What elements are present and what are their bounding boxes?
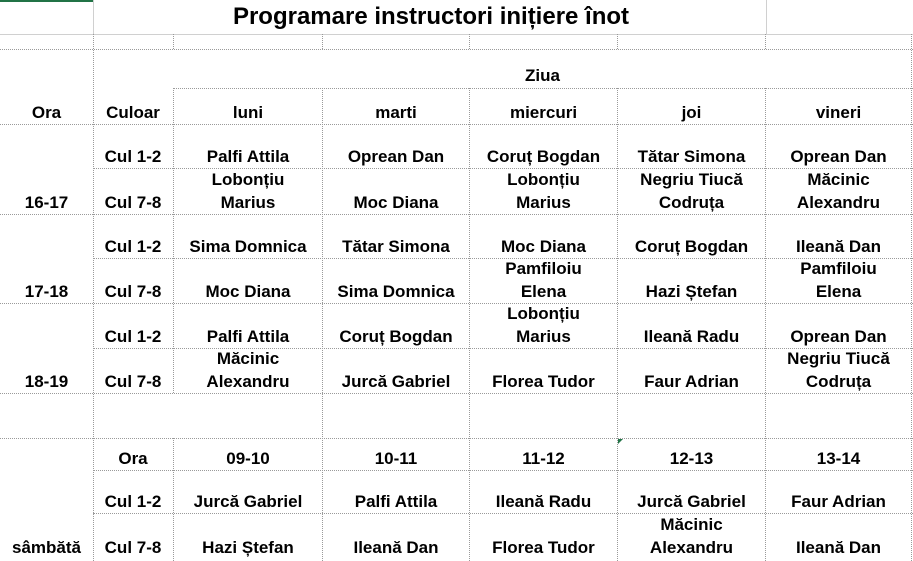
schedule-cell: Moc Diana xyxy=(500,237,587,256)
schedule-cell: Lobonțiu Marius xyxy=(507,170,580,212)
header-day-luni: luni xyxy=(232,103,264,122)
saturday-hour: 09-10 xyxy=(226,449,270,468)
schedule-cell: Oprean Dan xyxy=(347,147,445,166)
saturday-hour: 11-12 xyxy=(522,449,565,468)
saturday-hour: 12-13 xyxy=(669,449,714,468)
schedule-cell: Negriu Tiucă Codruța xyxy=(640,170,743,212)
gridline xyxy=(0,49,913,50)
selected-cell-indicator xyxy=(0,0,94,2)
schedule-cell: Pamfiloiu Elena xyxy=(800,259,877,301)
schedule-cell: Măcinic Alexandru xyxy=(206,349,290,391)
schedule-cell: Coruț Bogdan xyxy=(634,237,749,256)
header-ora: Ora xyxy=(31,103,62,122)
header-day-joi: joi xyxy=(681,103,702,122)
header-day-marti: marti xyxy=(375,103,417,122)
page-title: Programare instructori inițiere înot xyxy=(232,3,630,30)
schedule-cell: Moc Diana xyxy=(205,282,291,301)
schedule-cell: Măcinic Alexandru xyxy=(796,170,881,212)
row-hour-label: 18-19 xyxy=(24,372,69,391)
schedule-cell: Hazi Ștefan xyxy=(202,538,294,557)
lane-label: Cul 7-8 xyxy=(104,193,162,212)
schedule-cell: Sima Domnica xyxy=(337,282,455,301)
schedule-cell: Palfi Attila xyxy=(206,327,290,346)
schedule-cell: Sima Domnica xyxy=(189,237,307,256)
gridline xyxy=(174,88,913,89)
lane-label: Cul 7-8 xyxy=(104,282,162,301)
schedule-cell: Florea Tudor xyxy=(492,538,595,557)
schedule-cell: Pamfiloiu Elena xyxy=(505,259,582,301)
schedule-cell: Florea Tudor xyxy=(492,372,595,391)
gridline xyxy=(766,0,767,34)
row-hour-label: 17-18 xyxy=(24,282,69,301)
schedule-cell: Negriu Tiucă Codruța xyxy=(787,349,890,391)
schedule-cell: Palfi Attila xyxy=(354,492,438,511)
schedule-cell: Tătar Simona xyxy=(342,237,450,256)
gridline xyxy=(93,0,94,34)
schedule-cell: Jurcă Gabriel xyxy=(193,492,303,511)
header-ziua: Ziua xyxy=(525,65,560,85)
schedule-cell: Măcinic Alexandru xyxy=(649,515,734,557)
schedule-cell: Oprean Dan xyxy=(790,327,887,346)
gridline xyxy=(0,34,913,35)
schedule-cell: Coruț Bogdan xyxy=(486,147,601,166)
schedule-cell: Ileană Dan xyxy=(353,538,439,557)
lane-label: Cul 1-2 xyxy=(104,147,162,166)
header-culoar: Culoar xyxy=(106,103,160,122)
gridline xyxy=(322,34,323,49)
gridline xyxy=(173,34,174,49)
lane-label: Cul 1-2 xyxy=(104,327,162,346)
saturday-hour: 13-14 xyxy=(816,449,861,468)
row-hour-label: 16-17 xyxy=(24,193,69,212)
schedule-cell: Faur Adrian xyxy=(644,372,739,391)
gridline xyxy=(617,34,618,49)
lane-label: Cul 7-8 xyxy=(104,538,162,557)
saturday-ora-label: Ora xyxy=(118,449,148,468)
schedule-cell: Palfi Attila xyxy=(206,147,290,166)
schedule-cell: Lobonțiu Marius xyxy=(211,170,285,212)
schedule-cell: Ileană Radu xyxy=(643,327,740,346)
lane-label: Cul 1-2 xyxy=(104,492,162,511)
schedule-cell: Tătar Simona xyxy=(637,147,746,166)
gridline xyxy=(469,34,470,49)
schedule-cell: Jurcă Gabriel xyxy=(637,492,746,511)
schedule-cell: Hazi Ștefan xyxy=(645,282,738,301)
schedule-cell: Oprean Dan xyxy=(790,147,887,166)
lane-label: Cul 7-8 xyxy=(104,372,162,391)
schedule-cell: Ileană Dan xyxy=(795,538,882,557)
header-day-miercuri: miercuri xyxy=(509,103,578,122)
schedule-cell: Ileană Radu xyxy=(495,492,592,511)
schedule-cell: Coruț Bogdan xyxy=(339,327,453,346)
saturday-day-label: sâmbătă xyxy=(12,538,81,557)
gridline xyxy=(911,34,912,561)
schedule-cell: Ileană Dan xyxy=(795,237,882,256)
schedule-cell: Faur Adrian xyxy=(791,492,886,511)
saturday-hour: 10-11 xyxy=(374,449,418,468)
schedule-cell: Jurcă Gabriel xyxy=(341,372,451,391)
schedule-cell: Lobonțiu Marius xyxy=(507,304,580,346)
header-day-vineri: vineri xyxy=(815,103,862,122)
gridline xyxy=(765,34,766,49)
schedule-cell: Moc Diana xyxy=(353,193,439,212)
lane-label: Cul 1-2 xyxy=(104,237,162,256)
